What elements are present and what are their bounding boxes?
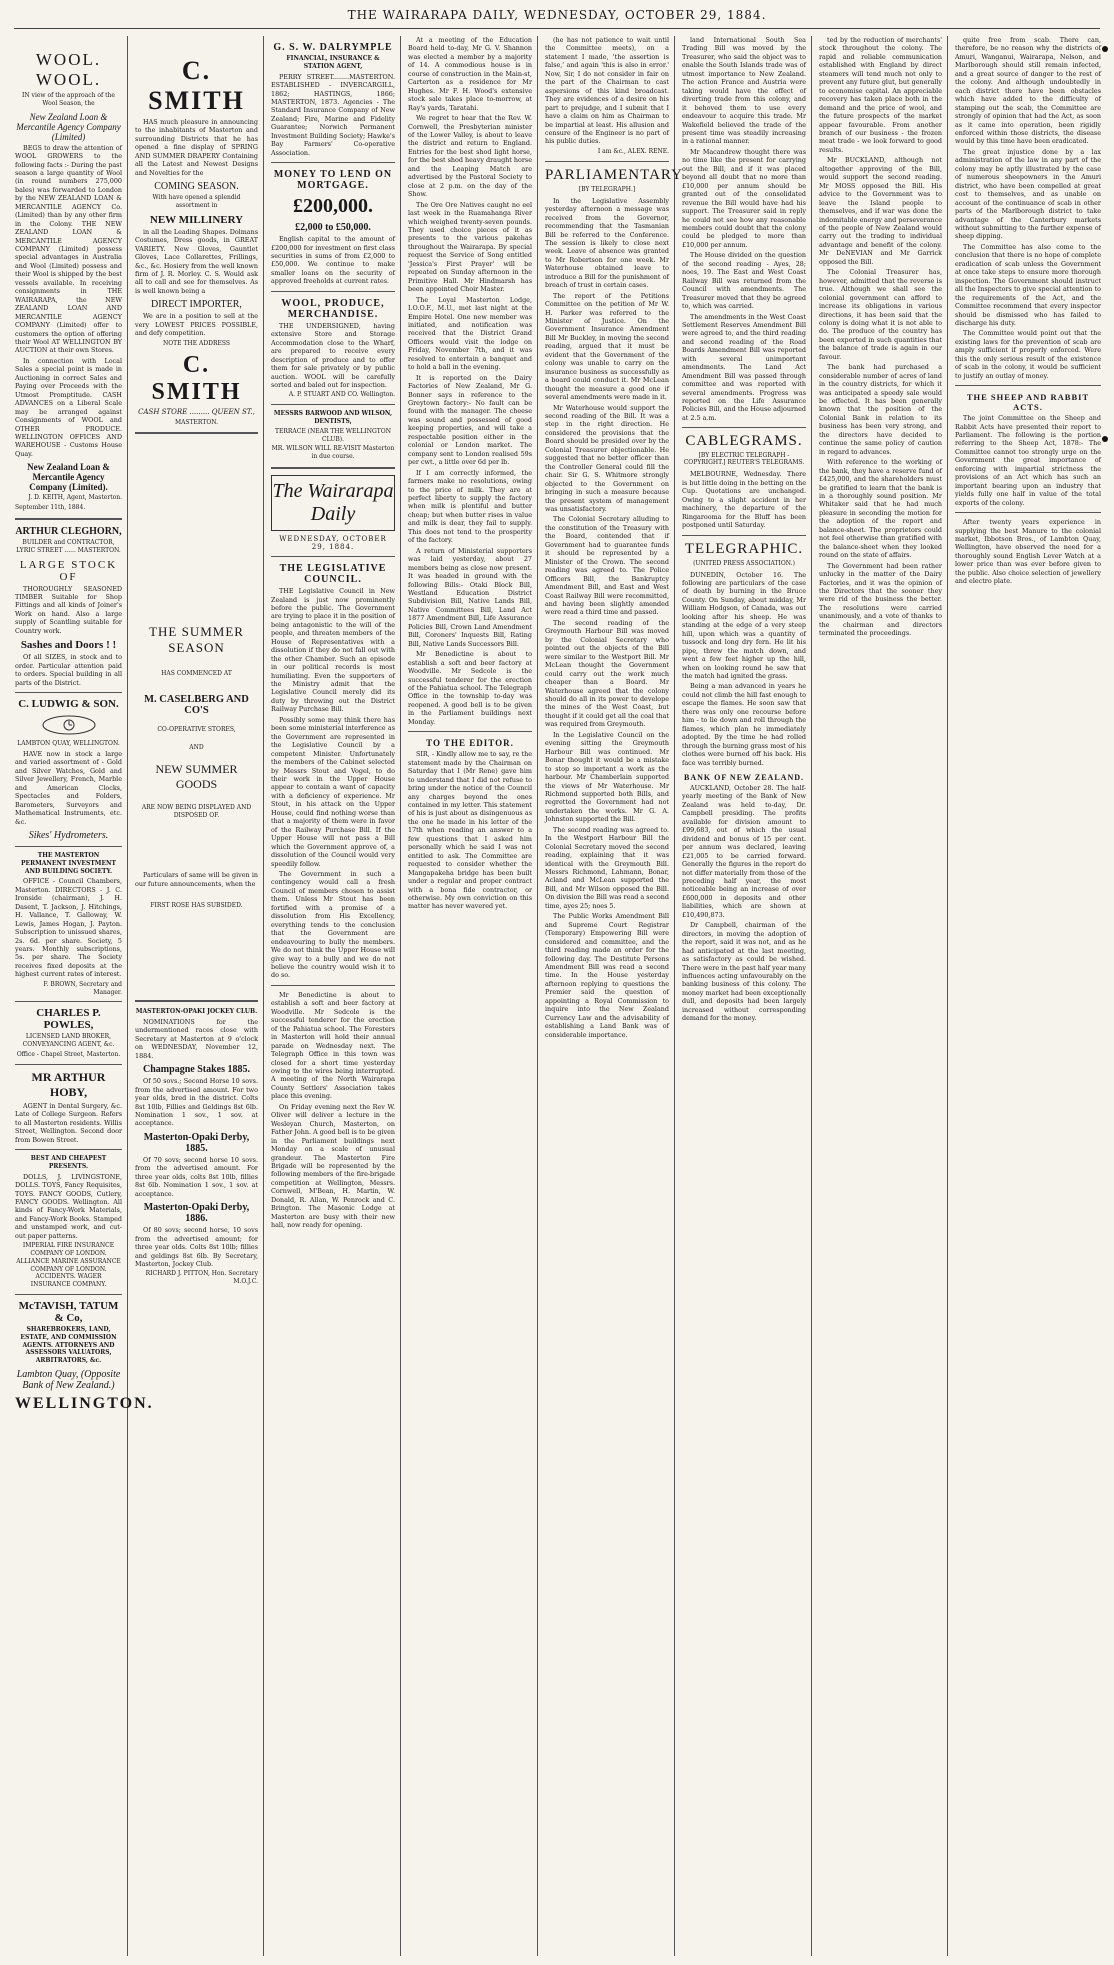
stock-body: THOROUGHLY SEASONED TIMBER Suitable for Shop Fittings and all kinds of Joiner's Work on hand. Also a large supply of Scantling suitable for Country work. [15, 584, 122, 635]
column-rule [127, 36, 128, 1956]
derby-1885-heading: Masterton-Opaki Derby, 1885. [143, 1131, 250, 1154]
dalrymple-subtitle: FINANCIAL, INSURANCE & STATION AGENT, [286, 55, 380, 70]
new-summer-goods: NEW SUMMER GOODS [155, 761, 238, 791]
and-connector: AND [189, 744, 204, 752]
cablegrams-heading: CABLEGRAMS. [685, 433, 803, 450]
wool-body: BEGS to draw the attention of WOOL GROWERS to the following facts :- During the past season a large quantity of Wool (in round numbers 275,000 bales) was forwarded to London by the NEW ZEALAND LOAN & MERCANTILE AGENCY Co. (Limited) than by any other firm in the Colony. THE NEW ZEALAND LOAN & MERCANTILE AGENCY COMPANY (Limited) possess special advantages in Australia and Wool (Limited) possess and their Wool is shipped by the best vessels available. In receiving consignments in THE WAIRARAPA, the NEW ZEALAND LOAN AND MERCANTILE AGENCY COMPANY (Limited) offer to customers the option of offering their Wool AT WELLINGTON BY AUCTION at their own Stores. [15, 143, 122, 355]
building-society-signature: F. BROWN, Secretary and Manager. [43, 980, 122, 996]
cash-store: CASH STORE ......... QUEEN ST., [138, 407, 255, 416]
news-item: The Committee would point out that the existing laws for the prevention of scab are amply sufficient if properly enforced. Were this the only serious result of the existence of scab in the colony, it would be sufficient to justify an outlay of money. [955, 329, 1101, 380]
derby-1886-heading: Masterton-Opaki Derby, 1886. [143, 1202, 250, 1225]
news-item: The great injustice done by a lax administration of the law in any part of the colony may be aptly illustrated by the case of numerous sheepowners in the Amuri district, who have been compelled at great cost to themselves, and as unable on account of the continuance of scab in other parts of the Marlborough district to take advantage of the Canterbury markets without submitting to the further expense of sheep dipping. [955, 147, 1101, 241]
telegraphic-body: DUNEDIN, October 16. The following are particulars of the case of death by burning in the Bruce County. On Sunday, about midday, Mr William Hodgson, of Canada, was out looking after his sheep. He was standing at the edge of a very steep hill, upon which was a quantity of tussock and long dry fern. He lit his pipe, threw the match down, and went a few feet higher up the hill, when on looking round he saw that the match had ignited the grass. [682, 570, 806, 680]
money-range: £2,000 to £50,000. [295, 222, 371, 234]
column-2 [130, 36, 263, 1956]
secretary-signature: RICHARD J. PITTON, Hon. Secretary M.O.J.C. [145, 1270, 258, 1286]
news-item: Mr Macandrew thought there was no time like the present for carrying out the Bill, and if it was placed beyond all doubt that no more than £10,000 per annum should be granted out of the consolidated revenue the Bill would have had his support. The Treasurer said in reply he could not see how any reasonable members could doubt that the colony could be pledged to more than £10,000 per annum. [682, 147, 806, 249]
agent-signature: J. D. KEITH, Agent, Masterton. [28, 494, 122, 502]
masthead-rule [14, 28, 1100, 29]
insurance-notice: IMPERIAL FIRE INSURANCE COMPANY OF LONDON. ALLIANCE MARINE ASSURANCE COMPANY OF LONDON. ACCIDENTS. WAGER INSURANCE COMPANY. [16, 1242, 121, 1289]
editorial-title: THE LEGISLATIVE COUNCIL. [279, 563, 387, 586]
smith-body: HAS much pleasure in announcing to the inhabitants of Masterton and surrounding Districts that he has opened a fine display of SPRING AND SUMMER DRAPERY Containing all the Latest and Newest Designs and Novelties for the [135, 118, 258, 177]
caselberg-heading: M. CASELBERG AND CO'S [144, 694, 249, 717]
divider [545, 161, 669, 162]
divider [135, 432, 258, 434]
column-rule [947, 36, 948, 1956]
wool-title: WOOL. WOOL. [35, 50, 102, 89]
coop-stores: CO-OPERATIVE STORES, [157, 726, 236, 734]
column-8 [950, 36, 1106, 1956]
telegraphic-body: Being a man advanced in years he could not climb the hill fast enough to escape the flames. He soon saw that there was only one recourse before him - to lie down and roll through the flames, which plan he immediately adopted. By the time he had rolled through the burning grass most of his clothes were burned off his back. His face was terribly burned. [682, 682, 806, 767]
divider [15, 1001, 122, 1002]
hoby-body: AGENT in Dental Surgery, &c. Late of College Surgeon. Refers to all Masterton residents. Willis Street, Wellington. Second door from Bowen Street. [15, 1101, 122, 1144]
spacer [135, 831, 258, 871]
wool-produce-body: THE UNDERSIGNED, having extensive Store and Storage Accommodation close to the Wharf, are prepared to receive every description of produce and to offer them for sale privately or by public auction. WOOL will be carefully sorted and baled out for inspection. [271, 321, 395, 390]
letter-body: SIR, - Kindly allow me to say, re the statement made by the Chairman on Saturday that I (Mr Rene) gave him to understand that I did not refuse to bring under the notice of the Council any charges beyond the ones contained in my letter. This statement of his is just about as disingenuous as the one he made in his letter of the 17th when reading an answer to a few questions that I asked him personally which he said I was not entitled to ask. The Committee are requested to consider whether the Mangapakeha bridge has been built under a regular and proper contract with a bona fide contractor, or otherwise. My own conviction on this matter has never wavered yet. [408, 750, 532, 911]
page-masthead: THE WAIRARAPA DAILY, WEDNESDAY, OCTOBER 29, 1884. [347, 8, 767, 22]
parliamentary-body: The report of the Petitions Committee on the petition of Mr W. H. Parker was referred to the Minister of Justice. On the Government Insurance Amendment Bill Mr Buckley, in moving the second reading, argued that it must be evident that the Government of the colony was unable to carry on the insurance business as successfully as a board could conduct it. Mr McLean thought the measure a good one if several amendments were made in it. [545, 291, 669, 402]
company-name-2: New Zealand Loan & Mercantile Agency Company (Limited). [27, 462, 110, 493]
displayed-notice: ARE NOW BEING DISPLAYED AND DISPOSED OF. [141, 803, 252, 819]
mctavish-title: McTAVISH, TATUM & Co, [18, 1300, 119, 1325]
building-society-body: OFFICE - Council Chambers, Masterton. DIRECTORS - J. C. Ironside (chairman), J. H. Dasent, T. Jackson, J. Hitchings, H. Vallance, T. Galloway, W. Lewis, James Hogan, J. Payton. Subscription to unissued shares, 2s. 6d. per share. Society, 5 years. Monthly subscriptions, 5s. per share. The Society receives fixed deposits at the highest current rates of interest. [15, 877, 122, 979]
news-item: Mr Benedictine is about to establish a soft and beer factory at Woodville. Mr Sedcole is the successful tenderer for the erection of the Pahiatua school. The Telegraph Office in the township to-day was reopened. A good bell is to be given in the Parliament buildings next Monday. [408, 650, 532, 726]
letter-continued: (he has not patience to wait until the Committee meets), on a statement I made, 'the assertion is false,' and again 'this is also in error.' Now, Sir, I do not consider in fair on the part of the Chairman to cast aspersions of this kind broadcast. They are evidences of a desire on his part to prejudge, and I submit that I have a claim on him as Chairman to be impartial at least. His allusion and censure of the Engineer is no part of his public duties. [545, 36, 669, 146]
dalrymple-body: PERRY STREET........MASTERTON. ESTABLISHED - INVERCARGILL, 1862; HASTINGS, 1866; MASTERTON, 1873. Agencies - The Standard Insurance Company of New Zealand; Fire, Marine and Fidelity Guarantee; Norwich Permanent Investment Building Society; Hawke's Bay Farmers' Co-operative Association. [271, 72, 395, 157]
summer-season-heading: THE SUMMER SEASON [149, 624, 244, 656]
sheep-acts-body: The joint Committee on the Sheep and Rabbit Acts have presented their report to Parliament. The following is the portion referring to the Sheep Act, 1878:- The Committee cannot too strongly urge on the Government the great importance of enforcing with impartial strictness the provisions of an Act which has such an important bearing upon an industry that yields fully one half in value of the total exports of the colony. [955, 414, 1101, 507]
wool-subtitle: IN view of the approach of the Wool Season, the [22, 92, 115, 107]
divider [271, 467, 395, 469]
parliamentary-body: In the Legislative Council on the evening sitting the Greymouth Harbour Bill was continued. Mr Bonar thought it would be a mistake to stop so important a work as the harbour. Mr Chamberlain supported the views of Mr Waterhouse. Mr Richmond supported both Bills, and regretted the Government had not undertaken the works. Mr G. A. Johnston supported the Bill. [545, 730, 669, 824]
champagne-stakes-body: Of 50 sovs.; Second Horse 10 sovs. from the advertised amount. For two year olds, bred in the district. Colts 8st 10lb, Fillies and Geldings 8st 6lb. Nomination 1 sov., 1 sov. at acceptance. [135, 1077, 258, 1128]
newspaper-flag: The Wairarapa Daily [271, 475, 395, 531]
cleghorn-title: ARTHUR CLEGHORN, [15, 525, 122, 537]
building-society-title: THE MASTERTON PERMANENT INVESTMENT AND BUILDING SOCIETY. [21, 851, 116, 875]
mctavish-address: Lambton Quay, (Opposite Bank of New Zealand.) [16, 1369, 121, 1392]
sheep-acts-heading: THE SHEEP AND RABBIT ACTS. [966, 392, 1090, 413]
column-rule [263, 36, 264, 1956]
hydrometers-heading: Sikes' Hydrometers. [28, 829, 109, 841]
powles-subtitle: LICENSED LAND BROKER, CONVEYANCING AGENT, &c. [22, 1033, 115, 1049]
column-5 [540, 36, 683, 1956]
smith-title-2: C. SMITH [151, 351, 242, 405]
news-item: The Committee has also come to the conclusion that there is no hope of complete eradication of scab unless the Government at once take steps to ensure more thorough inspection. The Government should instruct all the Inspectors to give special attention to the requirements of the Act, and the Committee recommend that every inspector should be dismissed who has failed to discharge his duty. [955, 242, 1101, 327]
column-4 [403, 36, 537, 1956]
importer-heading: DIRECT IMPORTER, [151, 299, 242, 311]
millinery-body: in all the Leading Shapes. Dolmans Costumes, Dress goods, in GREAT VARIETY. New Gloves, Gauntlet Gloves, Lace Collarettes, Frillings, &c., &c. Hosiery from the well known firm of J. R. Morley. C. S. Would ask all to call and see for themselves. As is well known being a [135, 227, 258, 295]
column-rule [537, 36, 538, 1956]
news-item: If I am correctly informed, the farmers make no resolutions, owing to the price of milk. They are at perfect liberty to supply the factory when milk is plentiful and butter cheap; but when butter rises in value and milk is dear, they fail to supply. This does not tend to the prosperity of the factory. [408, 468, 532, 545]
wool-produce-title: WOOL, PRODUCE, MERCHANDISE. [281, 297, 385, 320]
stock-heading: LARGE STOCK OF [19, 558, 118, 583]
parliamentary-body: The second reading of the Greymouth Harbour Bill was moved by the Colonial Secretary who pointed out the objects of the Bill were similar to the Westport Bill. Mr McLean thought the Government could carry out the work much cheaper than a Board. Mr Waterhouse agreed that the colony should do all in its power to develope the mines of the West Coast, but thought if it could get all the coal that was required from Greymouth. [545, 618, 669, 729]
derby-1885-body: Of 70 sovs; second horse 10 sovs. from the advertised amount. For three year olds, colts 8st 10lb, fillies 8st 6lb. Nomination 1 sov., 1 sov. at acceptance. [135, 1155, 258, 1198]
parliamentary-subheading: [BY TELEGRAPH.] [578, 185, 636, 193]
presents-body: DOLLS, J. LIVINGSTONE, DOLLS. TOYS, Fancy Requisites, TOYS. FANCY GOODS, Cutlery, FANCY GOODS. Wellington. All kinds of Fancy-Work Materials, and Fancy-Work Books. Stamped and unstamped work, and cut-out paper patterns. [15, 1172, 122, 1240]
divider [271, 291, 395, 292]
millinery-intro: With have opened a splendid assortment in [152, 194, 241, 209]
ludwig-address: LAMBTON QUAY, WELLINGTON. [17, 740, 120, 748]
divider [271, 985, 395, 986]
news-item: The House divided on the question of the second reading - Ayes, 28; noes, 19. The East and West Coast Railway Bill was returned from the Council with amendments. The Treasurer moved that they be agreed to, which was carried. [682, 251, 806, 311]
jockey-club-title: MASTERTON-OPAKI JOCKEY CLUB. [135, 1008, 258, 1016]
divider [271, 404, 395, 405]
presents-title: BEST AND CHEAPEST PRESENTS. [30, 1155, 107, 1170]
particulars-note: Particulars of same will be given in our future announcements, when the [135, 871, 258, 888]
news-item: quite free from scab. There can, therefore, be no reason why the districts of Amuri, Wanganui, Wairarapa, Nelson, and Marlborough should still remain infected, and a great source of danger to the rest of the colony. And although undoubtedly in each district there have been obstacles which have added to the difficulty of stamping out the scab, the Committee are strongly of opinion that had the Act, as soon as it came into operation, been rigidly enforced within those districts, the disease would by this time have been eradicated. [955, 36, 1101, 146]
column-3 [266, 36, 400, 1956]
divider [408, 731, 532, 732]
column-1 [10, 36, 154, 1956]
wellington-heading: WELLINGTON. [15, 1395, 154, 1413]
sashes-heading: Sashes and Doors ! ! [20, 639, 117, 652]
divider [15, 692, 122, 693]
powles-address: Office - Chapel Street, Masterton. [16, 1050, 121, 1058]
spacer [135, 440, 258, 620]
news-item: The Ore Ore Natives caught no eel last week in the Ruamahanga River which weighed twenty-seven pounds. They used choice pieces of it as presents to the various pakehas throughout the Wairarapa. By special request the Service of Song entitled 'Jessica's First Prayer' will be repeated on Sunday afternoon in the Primitive Hall. Mr Hindmarsh has been appointed Choir Master. [408, 200, 532, 294]
divider [15, 846, 122, 847]
money-body: English capital to the amount of £200,000 for investment on first class securities in sums of from £2,000 to £50,000. We continue to make smaller loans on the security of approved freeholds at current rates. [271, 235, 395, 286]
local-news-2: On Friday evening next the Rev W. Oliver will deliver a lecture in the Wesleyan Church, Masterton, on Father John. A good bell is to be given in the Parliament buildings next Monday on a scale of unusual grandeur. The Masterton Fire Brigade will be represented by the following members of the fire-brigade competition at Wellington, Messrs. Cornwell, M'Bean, H. Martin, W. Donald, R. Allan, W. Penrock and C. Brington. The Masonic Lodge at Masterton are busy with their new hall, now ready for opening. [271, 1102, 395, 1230]
ludwig-title: C. LUDWIG & SON. [18, 698, 119, 711]
summer-season-body: HAS COMMENCED AT [161, 670, 232, 678]
column-rule [674, 36, 675, 1956]
derby-1886-body: Of 80 sovs; second horse, 10 sovs from the advertised amount; for three year olds. Colts 8st 10lb; fillies and geldings 8st 6lb. By Secretary, Masterton, Jockey Club. [135, 1226, 258, 1268]
ink-blot-icon [1102, 46, 1108, 52]
hoby-title: MR ARTHUR HOBY, [31, 1069, 106, 1099]
clock-emblem-icon [39, 714, 99, 736]
telegraphic-subheading: (UNITED PRESS ASSOCIATION.) [693, 559, 795, 567]
money-title: MONEY TO LEND ON MORTGAGE. [273, 169, 393, 192]
telegraphic-heading: TELEGRAPHIC. [684, 540, 804, 557]
issue-date: WEDNESDAY, OCTOBER 29, 1884. [279, 535, 387, 552]
smith-title: C. SMITH [148, 56, 245, 115]
divider [135, 1000, 258, 1002]
bank-heading: BANK OF NEW ZEALAND. [683, 772, 804, 782]
news-item: With reference to the working of the bank, they have a reserve fund of £425,000, and the shareholders must be gratified to learn that the bank is in a thoroughly sound position. Mr Whitaker said that he had much pleasure in seconding the motion for the adoption of the report and balance-sheet. The proprietors could not feel otherwise than gratified with the balance-sheet when they looked round on the state of affairs. [819, 458, 942, 560]
divider [955, 512, 1101, 513]
money-amount: £200,000. [293, 195, 373, 218]
divider [15, 1064, 122, 1065]
news-item: Mr BUCKLAND, although not altogether approving of the Bill, would support the second reading. Mr MOSS opposed the Bill. His advice to the Government was to leave the Island people to themselves, and if war was done the indomitable energy and perseverance of the people of New Zealand would carry out the trading to individual advantage and benefit of the colony. Mr DeNEVIAN and Mr Garrick opposed the Bill. [819, 156, 942, 266]
divider [15, 1294, 122, 1295]
news-item: The Colonial Treasurer has, however, admitted that the reverse is true. Although we shall see the colonial government can afford to increase its obligations in various directions, it has been said that the colony is doing what it is not able to do. The produce of the country has been exported in such quantities that the balance of trade is again in our favour. [819, 268, 942, 361]
millinery-heading: NEW MILLINERY [149, 213, 244, 226]
news-item: The Loyal Masterton Lodge, I.O.O.F., M.U., met last night at the Empire Hotel. One new member was initiated, and notification was received that the District Grand Officers would visit the lodge on Friday, November 7th, and it was resolved to entertain a banquet and to hold a ball in the evening. [408, 295, 532, 372]
ad-date: September 11th, 1884. [15, 504, 86, 512]
cablegrams-subheading: [BY ELECTRIC TELEGRAPH - COPYRIGHT.] REUTER'S TELEGRAMS. [683, 452, 805, 467]
local-news: Mr Benedictine is about to establish a soft and beer factory at Woodville. Mr Sedcole is the successful tenderer for the erection of the Pahiatua school. The Foresters in Masterton will hold their annual parade on Wednesday next. The Telegraph Office in this town was closed for a short time yesterday owing to the wires being interrupted. A meeting of the North Wairarapa County Settlers' Association takes place this evening. [271, 990, 395, 1101]
dalrymple-title: G. S. W. DALRYMPLE [273, 42, 393, 53]
news-item: At a meeting of the Education Board held to-day, Mr G. V. Shannon was elected a member by a majority of 14. A commodious house is in course of construction in the Main-st, Carterton as a residence for Mr Hughes. Mr F. H. Wood's extensive stock sale takes place to-morrow, at Ray's yards, Taratahi. [408, 36, 532, 112]
note-address: NOTE THE ADDRESS [163, 339, 230, 347]
dentists-address: TERRACE (NEAR THE WELLINGTON CLUB). [275, 427, 391, 443]
column-rule [811, 36, 812, 1956]
parliamentary-body: Mr Waterhouse would support the second reading of the Bill. It was a step in the right direction. He considered the provisions that the Board should be presided over by the Colonial Treasurer objectionable. He suggested that no better officer than the Controller General could fill the chair. Sir G. S. Whitmore strongly objected to the Government on bringing in such a measure because the present system of management was unsatisfactory. [545, 403, 669, 513]
smith-location: MASTERTON. [174, 418, 219, 426]
importer-body: We are in a position to sell at the very LOWEST PRICES POSSIBLE, and defy competition. [135, 312, 258, 338]
column-6 [677, 36, 811, 1956]
parliamentary-body: The second reading was agreed to. In the Westport Harbour Bill the Colonial Secretary moved the second reading, explaining that it was identical with the Greymouth Bill. Messrs Richmond, Lahmann, Bonar, Acland and McLean supported the Bill, and Mr Wilson opposed the Bill. On division the Bill was read a second time, ayes 25; noes 5. [545, 825, 669, 910]
column-rule [400, 36, 401, 1956]
bank-body: AUCKLAND, October 28. The half-yearly meeting of the Bank of New Zealand was held to-day, Dr. Campbell presiding. The profits available for division amount to £99,683, out of which the usual dividend and bonus of 15 per cent. per annum was declared, leaving £21,005 to be carried forward. Generally the figures in the report do not differ materially from those of the preceding half year, the most noticeable being an increase of over £600,000 in deposits and other liabilities, which are shown at £10,490,873. [682, 783, 806, 919]
letter-title: TO THE EDITOR. [426, 738, 514, 749]
parliamentary-heading: PARLIAMENTARY [545, 166, 683, 183]
divider [271, 556, 395, 557]
editorial-body-3: The Government in such a contingency would call a fresh Council of members chosen to assist them. Unless Mr Stout has been fortified with a promise of a dissolution from His Excellency, everything tends to the conclusion that the Government are endeavouring to bully the members. We do not think the Upper House will give way to a bully and we do not believe the country would wish it to do so. [271, 870, 395, 980]
cablegrams-body: MELBOURNE, Wednesday. There is but little doing in the betting on the Cup. Quotations are unchanged. Owing to a slight accident in her machinery, the departure of the Ringarooma for the Bluff has been postponed until Saturday. [682, 470, 806, 530]
wool-produce-signature: A. P. STUART AND CO. Wellington. [288, 391, 395, 399]
ludwig-body: HAVE now in stock a large and varied assortment of - Gold and Silver Watches, Gold and Silver Jewellery, French, Marble and American Clocks, Spectacles and Folders, Barometers, Surveyors and Mathematical Instruments, etc. &c. [15, 749, 122, 826]
dentists-title: MESSRS BARWOOD AND WILSON, DENTISTS, [273, 410, 393, 426]
editorial-body-2: Possibly some may think there has been some ministerial interference as the Government are represented in the Legislative Council by a competent Minister. Unfortunately the members of the Cabinet selected by Messrs Stout and Vogel, to do their work in the Upper House appear to contain a want of capacity with a deficiency of experience. Mr Stout, in his attack on the Upper House, could find nothing worse than that a majority of them were in favor of the Railway Purchase Bill. If the Upper House will not pass a Bill which the Government approve of, a dissolution of the Council would very speedily follow. [271, 715, 395, 868]
first-rose-note: FIRST ROSE HAS SUBSIDED. [150, 902, 243, 910]
news-item: The bank had purchased a considerable number of acres of land in the country districts, for which it was anticipated a speedy sale would be effected. It has been generally known that the position of the Colonial Bank in relation to its business has been very strong, and the directors have decided to continue the same policy of caution in regard to advances. [819, 363, 942, 456]
advertisement-body: After twenty years experience in supplying the best Manure to the colonial market, Ibbotson Bros., of Lambton Quay, Wellington, have observed the need for a thoroughly sound English Lever Watch at a lower price than was ever before given to the public. Also choice selection of jewellery and electro plate. [955, 518, 1101, 586]
editorial-body: THE Legislative Council in New Zealand is just now prominently before the public. The Government are trying to place it in the position of being antagonistic to the will of the people, and threaten members of the House of Representatives with a dissolution if they do not fall out with the other Chamber. Such an episode in our political records is most humiliating. Even the supporters of the Ministry admit that the Legislative Council merely did its duty by throwing out the District Railway Purchase Bill. [271, 587, 395, 714]
divider [682, 427, 806, 428]
ink-blot-icon [1102, 436, 1108, 442]
divider [955, 385, 1101, 386]
news-item: It is reported on the Dairy Factories of New Zealand, Mr G. Bonner says in reference to the Greytown factory:- No fault can be found with the manager. The cheese was sound and possessed of good keeping properties, and will take a respectable position either in the colonial or London market. The company sent to London realised 59s per cwt., a little over 6d per lb. [408, 373, 532, 467]
news-item: A return of Ministerial supporters was laid yesterday, about 27 members being as close now present. It was headed in ground with the following Bills:- Otaki Block Bill, Westland Education District Subdivision Bill, Native Lands Bill, Native Committees Bill, Land Act 1877 Amendment Bill, Life Assurance Policies Bill, Crown Land Amendment Bill, Coroners' Inquests Bill, Rating Bill, Native Lands Successors Bill. [408, 546, 532, 648]
coming-season: COMING SEASON. [154, 181, 239, 193]
divider [271, 162, 395, 163]
jockey-club-body: NOMINATIONS for the undermentioned races close with Secretary at Masterton at 9 o'clock on WEDNESDAY, November 12, 1884. [135, 1017, 258, 1060]
dentists-body: MR. WILSON WILL RE-VISIT Masterton in due course. [271, 445, 395, 461]
divider [15, 1149, 122, 1150]
bank-body: Dr Campbell, chairman of the directors, in moving the adoption of the report, said it was not, and as he had anticipated at the last meeting, as satisfactory as could be wished. There were in the past half year many influences acting unfavourably on the banking business of this colony. The money market had been exceptionally dull, and deposits had been largely increased without corresponding demand for the money. [682, 921, 806, 1023]
news-item: ted by the reduction of merchants' stock throughout the colony. The rapid and reliable communication established with England by direct steamers will tend much not only to prevent any future glut, but generally to economise capital. An appreciable recovery has taken place both in the demand and the price of wool, and the future prospects of the market appear favourable. From another branch of our business - the frozen meat trade - we look forward to good results. [819, 36, 942, 154]
powles-title: CHARLES P. POWLES, [36, 1007, 101, 1032]
company-name: New Zealand Loan & Mercantile Agency Company (Limited) [16, 111, 121, 142]
news-item: land International South Sea Trading Bill was moved by the Treasurer, who said the object was to enable the South Islands trade was of utmost importance to New Zealand. The action France and Austria were taking would have the effect of diverting trade from this colony, and it behoved them to use every endeavour to acquire this trade. Mr Wakefield believed the trade of the present time was steadily increasing in a rational manner. [682, 36, 806, 146]
champagne-stakes-heading: Champagne Stakes 1885. [143, 1064, 250, 1076]
cleghorn-subtitle: BUILDER and CONTRACTOR, LYRIC STREET ...... MASTERTON. [16, 538, 121, 554]
mctavish-body: SHAREBROKERS, LAND, ESTATE, AND COMMISSION AGENTS. ATTORNEYS AND ASSESSORS VALUATORS, ARBITRATORS, &c. [20, 1326, 117, 1365]
parliamentary-body: In the Legislative Assembly yesterday afternoon a message was received from the Governor, recommending that the Tasmanian Bill be referred to the Conference. The session is likely to close next week. Leave of absence was granted to Mr Robertson for one week. Mr Waterhouse obtained leave to introduce a Bill for the punishment of breach of trust in certain cases. [545, 196, 669, 290]
news-item: The amendments in the West Coast Settlement Reserves Amendment Bill were agreed to, and the third reading and second reading of the Road Boards Amendment Bill was reported with several unimportant amendments. The Land Act Amendment Bill was passed through committee and was reported with several amendments. Progress was reported on the Life Assurance Policies Bill, and the House adjourned at 2.5 a.m. [682, 312, 806, 422]
column-7 [814, 36, 947, 1956]
parliamentary-body: The Colonial Secretary alluding to the constitution of the Treasury with the Board, contended that if Government had to guarantee funds it should be represented by a Minister of the Crown. The second reading was agreed to. The Police Officers Bill, the Bankruptcy Amendment Bill, and East and West Coast Railway Bill were recommitted, and having been slightly amended were read a third time and passed. [545, 515, 669, 617]
news-item: The Government had been rather unlucky in the matter of the Dairy Factories, and it was the opinion of the Directors that the sooner they were rid of the business the better. The resolutions were carried unanimously, and a vote of thanks to the chairman and directors terminated the proceedings. [819, 561, 942, 638]
parliamentary-body: The Public Works Amendment Bill and Supreme Court Registrar (Temporary) Empowering Bill were considered and committee, and the third reading made an order for the following day. The Destitute Persons Amendment Bill was read a second time. In the House yesterday afternoon replying to questions the Premier said the question of appointing a Royal Commission to inquire into the New Zealand Currency Law and the advisability of establishing a Land Bank was of considerable importance. [545, 912, 669, 1039]
divider [682, 535, 806, 536]
news-item: We regret to hear that the Rev. W. Cornwell, the Presbyterian minister of the Lower Valley, is about to leave the district and return to England. Entries for the best shod light horse, for the best shod heavy draught horse and the Leaping Match are advertised by the Pastoral Society to close at 2 p.m. on the day of the Show. [408, 114, 532, 199]
divider [15, 518, 122, 520]
letter-signature: I am &c., ALEX. RENE. [597, 147, 669, 155]
wool-body-2: In connection with Local Sales a special point is made in Auctioning in correct Sales and Paying over Proceeds with the Utmost Promptitude. CASH ADVANCES on a Liberal Scale may be arranged against Consignments of WOOL and OTHER PRODUCE. WELLINGTON OFFICES AND WAREHOUSE - Customs House Quay. [15, 356, 122, 458]
sashes-body: Of all SIZES, in stock and to order. Particular attention paid to orders. Special building in all parts of the District. [15, 653, 122, 687]
